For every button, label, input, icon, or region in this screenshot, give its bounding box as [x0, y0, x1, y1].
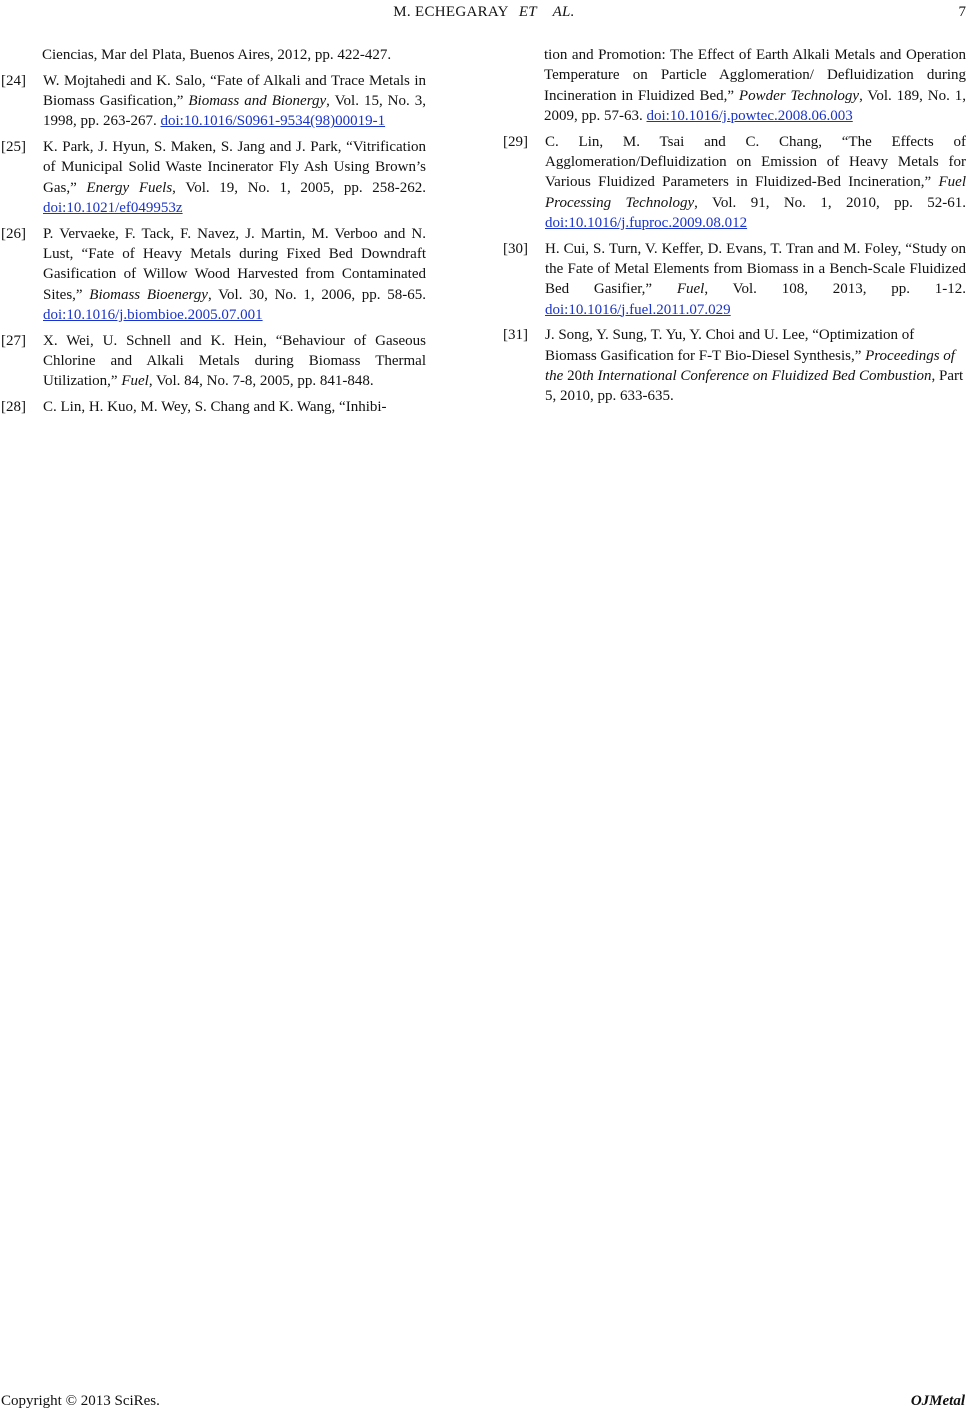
journal-title: Proceedings of the — [545, 347, 955, 384]
reference-31 — [502, 325, 966, 406]
page-footer — [0, 1391, 968, 1411]
left-column — [0, 45, 426, 423]
reference-text: X. Wei, U. Schnell and K. Hein, “Behaviour of Gaseous Chlorine and Alkali Metals during Biomass Thermal Utilization,” Fuel, Vol. 84, No. 7-8, 2005, pp. 841-848. — [43, 332, 426, 390]
doi-link[interactable]: doi:10.1016/j.powtec.2008.06.003 — [646, 107, 853, 124]
reference-continuation — [0, 45, 426, 65]
reference-25 — [0, 137, 426, 218]
doi-link[interactable]: doi:10.1016/j.fuel.2011.07.029 — [545, 301, 731, 318]
header-author-name: M. ECHEGARAY — [393, 4, 509, 20]
journal-title: Powder Technology — [738, 87, 860, 104]
header-et-al: ET AL. — [518, 4, 575, 20]
journal-title: Fuel — [676, 281, 705, 298]
copyright-notice: Copyright © 2013 SciRes. — [1, 1393, 160, 1409]
journal-title: Energy Fuels — [86, 179, 173, 196]
journal-title: Fuel Processing Technology — [545, 174, 966, 211]
doi-link[interactable]: doi:10.1016/S0961-9534(98)00019-1 — [160, 113, 386, 130]
reference-number: [27] — [1, 332, 26, 349]
journal-title: Biomass and Bionergy — [188, 93, 327, 110]
running-header — [0, 3, 968, 25]
reference-number: [28] — [1, 399, 26, 416]
reference-number: [31] — [503, 327, 528, 344]
page-number: 7 — [958, 4, 966, 20]
reference-text: J. Song, Y. Sung, T. Yu, Y. Choi and U. Lee, “Optimization of Biomass Gasification for F-T Bio-Diesel Synthesis,” Proceedings of the 20th International Conference on Fluidized Bed Combustion, Part 5, 2010, pp. 633-635. — [545, 327, 964, 405]
reference-text: K. Park, J. Hyun, S. Maken, S. Jang and J. Park, “Vitrification of Municipal Solid Waste Incinerator Fly Ash Using Brown’s Gas,” Energy Fuels, Vol. 19, No. 1, 2005, pp. 258-262. doi:10.1021/ef049953z — [43, 139, 426, 217]
reference-text: tion and Promotion: The Effect of Earth Alkali Metals and Operation Temperature on Particle Agglomeration/ Defluidization during Incineration in Fluidized Bed,” Powder Technology, Vol. 189, No. 1, 2009, pp. 57-63. doi:10.1016/j.powtec.2008.06.003 — [544, 47, 966, 124]
journal-title: Fuel — [121, 373, 149, 390]
doi-link[interactable]: doi:10.1016/j.biombioe.2005.07.001 — [43, 307, 263, 324]
reference-text: P. Vervaeke, F. Tack, F. Navez, J. Martin, M. Verboo and N. Lust, “Fate of Heavy Metals during Fixed Bed Downdraft Gasification of Willow Wood Harvested from Contaminated Sites,” Biomass Bioenergy, Vol. 30, No. 1, 2006, pp. 58-65. doi:10.1016/j.biombioe.2005.07.001 — [43, 225, 427, 324]
reference-number: [25] — [1, 139, 26, 156]
reference-number: [30] — [503, 240, 528, 257]
right-column — [502, 45, 966, 412]
header-authors — [0, 3, 968, 21]
reference-number: [24] — [1, 72, 26, 89]
reference-29 — [502, 132, 966, 233]
reference-text: C. Lin, H. Kuo, M. Wey, S. Chang and K. Wang, “Inhibi- — [43, 399, 387, 416]
reference-26 — [0, 224, 426, 325]
journal-title: th International Conference on Fluidized Bed Combustion — [582, 367, 932, 384]
journal-name: OJMetal — [910, 1393, 965, 1409]
reference-text: C. Lin, M. Tsai and C. Chang, “The Effects of Agglomeration/Defluidization on Emission of Heavy Metals for Various Fluidized Parameters in Fluidized-Bed Incineration,” Fuel Processing Technology, Vol. 91, No. 1, 2010, pp. 52-61. doi:10.1016/j.fuproc.2009.08.012 — [545, 133, 966, 231]
reference-text: H. Cui, S. Turn, V. Keffer, D. Evans, T. Tran and M. Foley, “Study on the Fate of Metal Elements from Biomass in a Bench-Scale Fluidized Bed Gasifier,” Fuel, Vol. 108, 2013, pp. 1-12. doi:10.1016/j.fuel.2011.07.029 — [545, 240, 967, 318]
reference-24 — [0, 71, 426, 132]
doi-link[interactable]: doi:10.1016/j.fuproc.2009.08.012 — [545, 214, 748, 231]
journal-title: Biomass Bioenergy — [89, 286, 208, 303]
reference-27 — [0, 331, 426, 392]
reference-30 — [502, 239, 966, 320]
reference-number: [26] — [1, 225, 26, 242]
doi-link[interactable]: doi:10.1021/ef049953z — [43, 200, 183, 217]
reference-28-continuation — [502, 45, 966, 126]
reference-number: [29] — [503, 133, 528, 150]
reference-28 — [0, 397, 426, 417]
reference-text: Ciencias, Mar del Plata, Buenos Aires, 2012, pp. 422-427. — [42, 47, 392, 63]
reference-text: W. Mojtahedi and K. Salo, “Fate of Alkali and Trace Metals in Biomass Gasification,” Biomass and Bionergy, Vol. 15, No. 3, 1998, pp. 263-267. doi:10.1016/S0961-9534(98)00019-1 — [43, 72, 427, 130]
